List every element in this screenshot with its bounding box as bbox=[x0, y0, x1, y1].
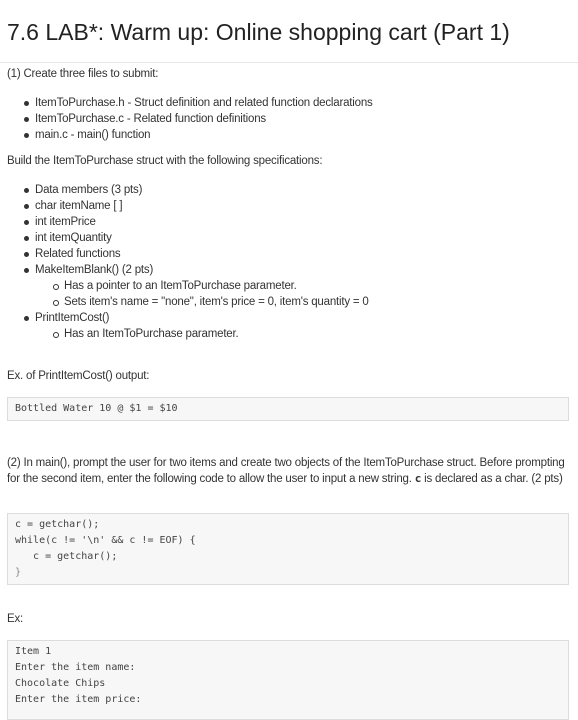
list-item: main.c - main() function bbox=[21, 127, 373, 143]
bullet-icon bbox=[24, 252, 29, 257]
code-line: while(c != '\n' && c != EOF) { bbox=[15, 535, 196, 546]
bullet-icon bbox=[24, 101, 29, 106]
bullet-icon bbox=[24, 133, 29, 138]
example-output-box bbox=[7, 397, 569, 421]
code-line: c = getchar(); bbox=[15, 519, 100, 530]
bullet-icon bbox=[24, 188, 29, 193]
bullet-icon bbox=[24, 117, 29, 122]
code-line: Enter the item name: bbox=[15, 662, 136, 673]
step1-intro: (1) Create three files to submit: bbox=[7, 68, 159, 80]
step2-text: (2) In main(), prompt the user for two items and create two objects of the ItemToPurchase struct. Before prompting for the second item, enter the following code to allow the user to input a new string. c is declared as a char. (2 pts) bbox=[7, 457, 565, 485]
list-item: Related functions bbox=[21, 246, 369, 262]
list-item: ItemToPurchase.c - Related function definitions bbox=[21, 111, 373, 127]
circle-bullet-icon bbox=[53, 284, 59, 290]
code-line: Chocolate Chips bbox=[15, 678, 106, 689]
getchar-code-box bbox=[7, 513, 569, 585]
title-divider bbox=[0, 62, 578, 63]
list-item: int itemQuantity bbox=[21, 230, 369, 246]
ex-output-box bbox=[7, 640, 569, 720]
bullet-icon bbox=[24, 220, 29, 225]
list-item: Data members (3 pts) bbox=[21, 182, 369, 198]
bullet-icon bbox=[24, 316, 29, 321]
bullet-icon bbox=[24, 204, 29, 209]
code-line: } bbox=[15, 567, 22, 578]
sub-list-item: Has a pointer to an ItemToPurchase parameter. bbox=[21, 278, 369, 294]
code-line: Bottled Water 10 @ $1 = $10 bbox=[15, 403, 178, 414]
list-item: ItemToPurchase.h - Struct definition and related function declarations bbox=[21, 95, 373, 111]
files-list bbox=[21, 95, 373, 143]
code-line: c = getchar(); bbox=[15, 551, 118, 562]
specs-list bbox=[21, 182, 369, 342]
sub-list-item: Sets item's name = "none", item's price = 0, item's quantity = 0 bbox=[21, 294, 369, 310]
example-label: Ex. of PrintItemCost() output: bbox=[7, 370, 150, 382]
ex-label: Ex: bbox=[7, 613, 24, 625]
inline-code: c bbox=[414, 472, 422, 485]
circle-bullet-icon bbox=[53, 300, 59, 306]
bullet-icon bbox=[24, 268, 29, 273]
build-text: Build the ItemToPurchase struct with the following specifications: bbox=[7, 155, 323, 167]
circle-bullet-icon bbox=[53, 332, 59, 338]
code-line: Item 1 bbox=[15, 646, 52, 657]
sub-list-item: Has an ItemToPurchase parameter. bbox=[21, 326, 369, 342]
list-item: char itemName [ ] bbox=[21, 198, 369, 214]
bullet-icon bbox=[24, 236, 29, 241]
list-item: MakeItemBlank() (2 pts) bbox=[21, 262, 369, 278]
page-title: 7.6 LAB*: Warm up: Online shopping cart (Part 1) bbox=[7, 19, 510, 45]
code-line: Enter the item price: bbox=[15, 694, 142, 705]
list-item: int itemPrice bbox=[21, 214, 369, 230]
list-item: PrintItemCost() bbox=[21, 310, 369, 326]
